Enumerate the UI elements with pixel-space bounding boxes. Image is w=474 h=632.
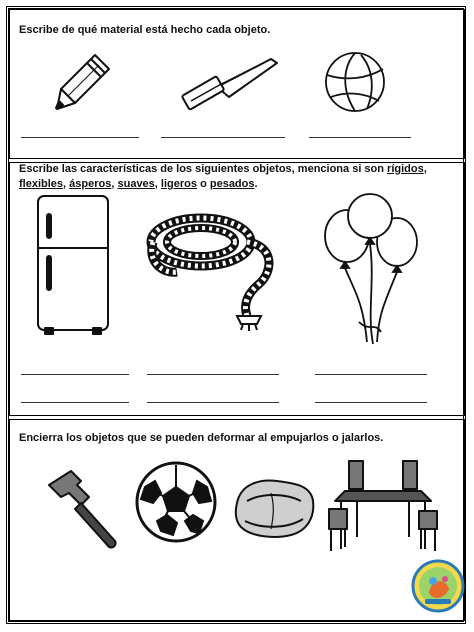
separator: , [154, 178, 158, 190]
ball-icon [321, 49, 389, 115]
answer-line-1[interactable] [21, 137, 139, 138]
word-heavy: pesados [209, 178, 255, 190]
word-light: ligeros [160, 178, 197, 190]
instruction-characteristics [19, 162, 457, 192]
balloons-icon [315, 192, 425, 350]
answer-line-5a[interactable] [147, 374, 279, 375]
rope-icon [143, 202, 293, 332]
answer-line-4b[interactable] [21, 402, 129, 403]
answer-line-2[interactable] [161, 137, 285, 138]
dining-set-icon[interactable] [327, 457, 439, 553]
word-rough: ásperos [69, 178, 112, 190]
separator: . [254, 178, 258, 190]
fridge-icon [35, 194, 111, 336]
knife-icon [177, 53, 281, 113]
section-deform [9, 419, 465, 621]
answer-line-3[interactable] [309, 137, 411, 138]
word-soft: suaves [117, 178, 155, 190]
separator: , [63, 178, 67, 190]
instruction-deform: Encierra los objetos que se pueden deformar al empujarlos o jalarlos. [19, 432, 384, 444]
instruction-material: Escribe de qué material está hecho cada objeto. [19, 24, 271, 36]
pencil-icon [51, 51, 113, 113]
soccer-ball-icon[interactable] [133, 459, 219, 545]
answer-line-6a[interactable] [315, 374, 427, 375]
answer-line-6b[interactable] [315, 402, 427, 403]
instruction-text: Escribe las características de los siguientes objetos, menciona si son [19, 163, 384, 175]
word-flexible: flexibles [19, 178, 64, 190]
section-characteristics [9, 162, 465, 416]
section-material [9, 9, 465, 159]
separator: , [111, 178, 115, 190]
separator: o [200, 178, 207, 190]
answer-line-4a[interactable] [21, 374, 129, 375]
hammer-icon[interactable] [41, 467, 125, 551]
school-logo-icon [411, 559, 465, 613]
answer-line-5b[interactable] [147, 402, 279, 403]
separator: , [423, 163, 427, 175]
word-rigid: rígidos [387, 163, 424, 175]
pillow-icon[interactable] [231, 473, 317, 543]
